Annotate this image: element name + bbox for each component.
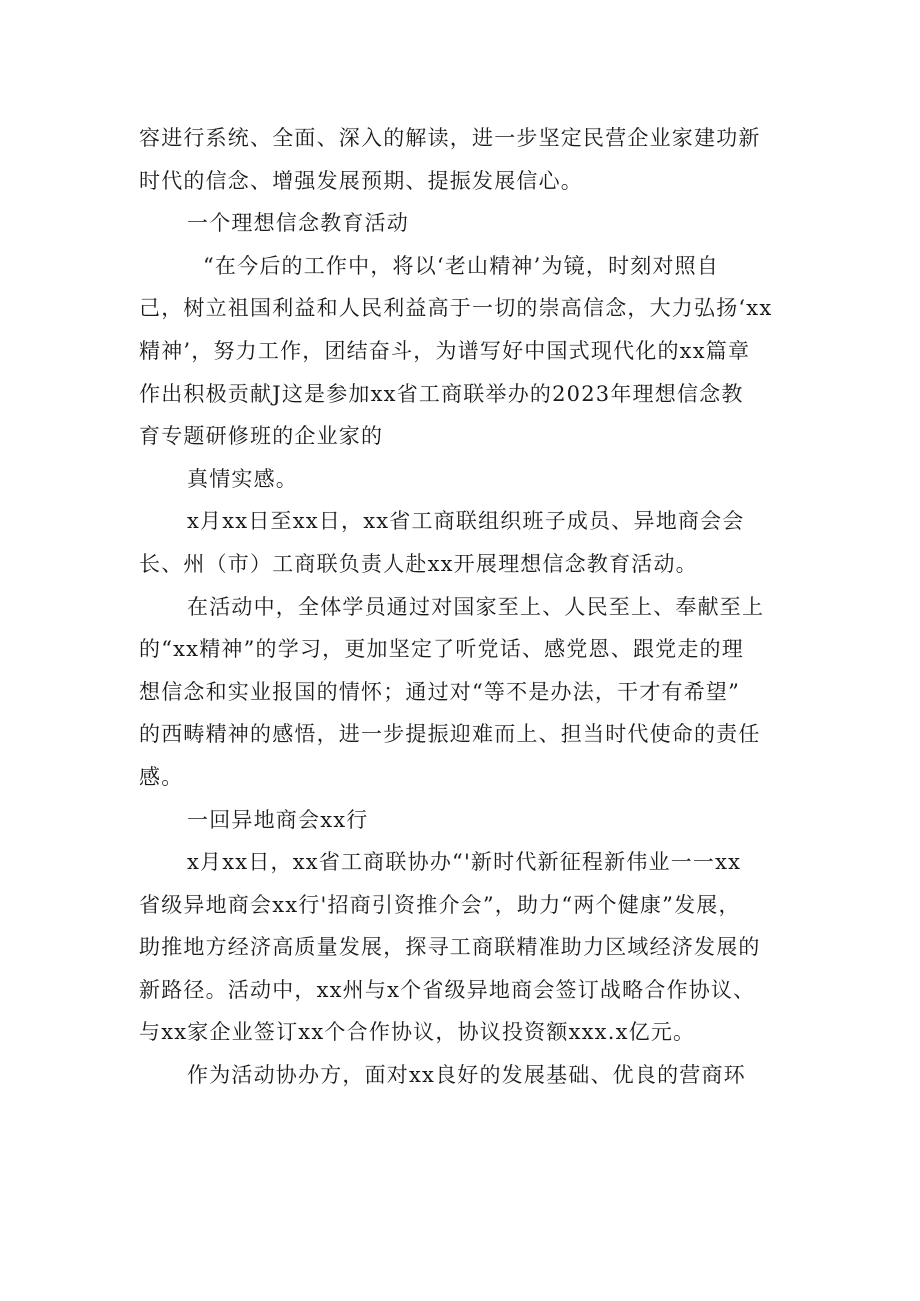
paragraph-line: 想信念和实业报国的情怀；通过对“等不是办法，干才有希望”: [139, 679, 741, 704]
paragraph-line: 长、州（市）工商联负责人赴xx开展理想信念教育活动。: [139, 551, 698, 576]
section-heading: 一回异地商会xx行: [187, 807, 369, 832]
document-body: [139, 117, 789, 1097]
paragraph-line: 精神’，努力工作，团结奋斗，为谱写好中国式现代化的xx篇章: [139, 338, 751, 363]
paragraph-line: 真情实感。: [187, 466, 298, 491]
paragraph-line: 助推地方经济高质量发展，探寻工商联精准助力区域经济发展的: [139, 935, 761, 960]
section-heading: 一个理想信念教育活动: [187, 211, 409, 236]
paragraph-line: x月xx日，xx省工商联协办“'新时代新征程新伟业一一xx: [187, 850, 742, 875]
paragraph-line: 己，树立祖国利益和人民利益高于一切的崇高信念，大力弘扬‘xx: [139, 296, 773, 321]
paragraph-line: 容进行系统、全面、深入的解读，进一步坚定民营企业家建功新: [139, 126, 761, 150]
paragraph-line: 的西畴精神的感悟，进一步提振迎难而上、担当时代使命的责任: [139, 722, 761, 747]
paragraph-line: 育专题研修班的企业家的: [139, 424, 384, 449]
paragraph-line: 时代的信念、增强发展预期、提振发展信心。: [139, 168, 583, 193]
paragraph-line: x月xx日至xx日，xx省工商联组织班子成员、异地商会会: [187, 509, 745, 534]
paragraph-line: 的“xx精神”的学习，更加坚定了听党话、感党恩、跟党走的理: [139, 637, 744, 662]
paragraph-line: 作出积极贡献J这是参加xx省工商联举办的2023年理想信念教: [139, 381, 744, 406]
paragraph-line: 作为活动协办方，面对xx良好的发展基础、优良的营商环: [187, 1063, 746, 1088]
paragraph-line: “在今后的工作中，将以‘老山精神’为镜，时刻对照自: [203, 253, 720, 278]
paragraph-line: 新路径。活动中，xx州与x个省级异地商会签订战略合作协议、: [139, 977, 756, 1002]
paragraph-line: 在活动中，全体学员通过对国家至上、人民至上、奉献至上: [187, 594, 765, 619]
paragraph-line: 省级异地商会xx行'招商引资推介会”，助力“两个健康”发展，: [139, 892, 741, 917]
paragraph-line: 感。: [139, 764, 184, 789]
paragraph-line: 与xx家企业签订xx个合作协议，协议投资额xxx.x亿元。: [139, 1020, 696, 1045]
